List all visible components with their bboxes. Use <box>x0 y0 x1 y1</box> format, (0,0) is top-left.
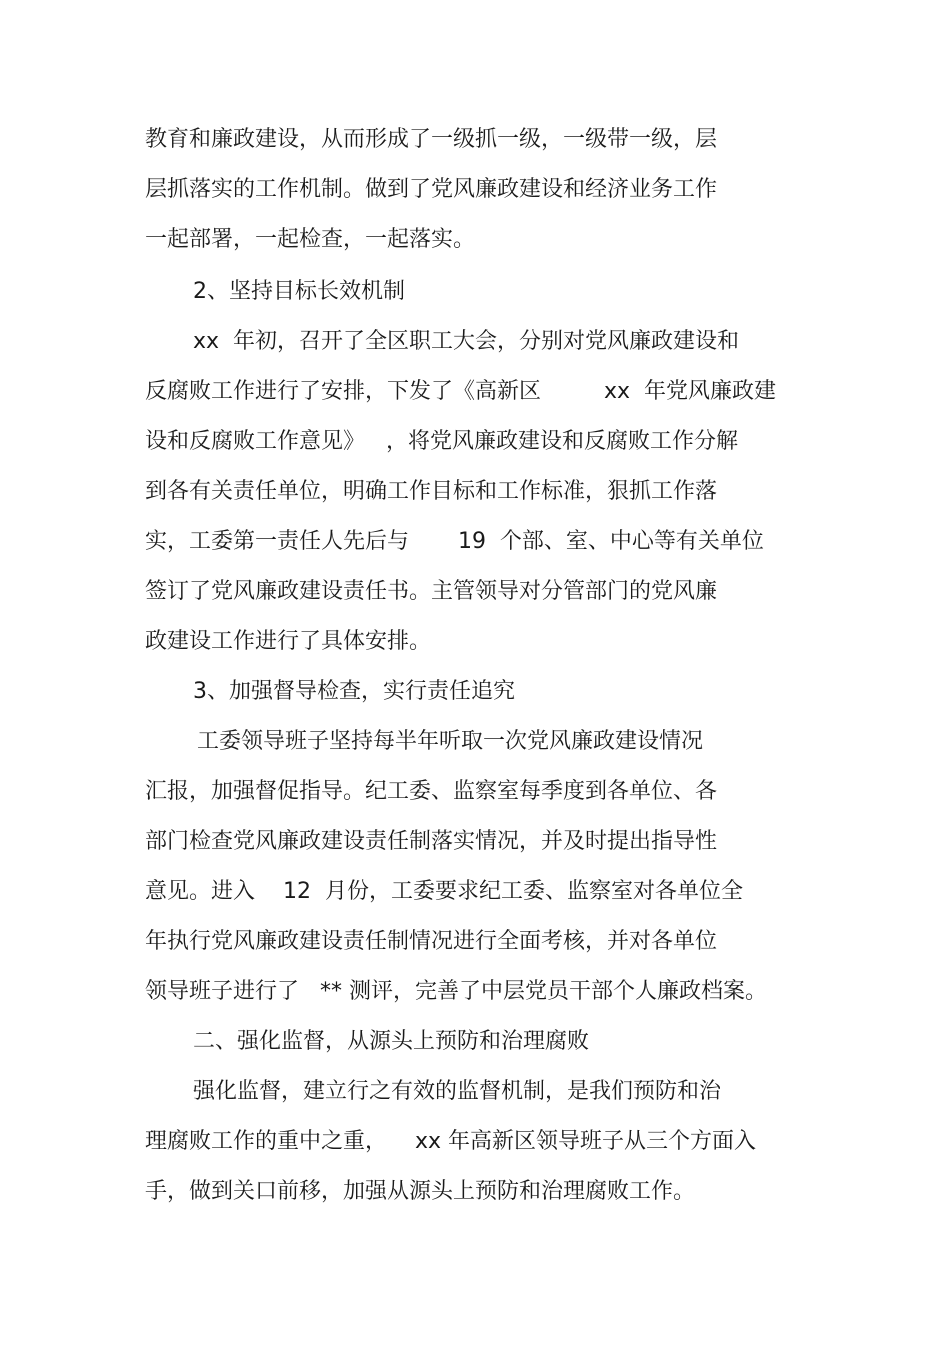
text-line: 理腐败工作的重中之重， xx 年高新区领导班子从三个方面入 <box>145 1129 757 1154</box>
section-heading: 3、加强督导检查，实行责任追究 <box>193 679 515 704</box>
text-line: 到各有关责任单位，明确工作目标和工作标准，狠抓工作落 <box>145 479 718 504</box>
text-line: 意见。进入 12 月份，工委要求纪工委、监察室对各单位全 <box>145 879 743 904</box>
text-line: 领导班子进行了 ** 测评，完善了中层党员干部个人廉政档案。 <box>145 979 767 1004</box>
text-line: 强化监督，建立行之有效的监督机制，是我们预防和治 <box>193 1079 722 1104</box>
text-line: 实，工委第一责任人先后与 19 个部、室、中心等有关单位 <box>145 529 764 554</box>
text-line: 政建设工作进行了具体安排。 <box>145 629 432 654</box>
text-line: 年执行党风廉政建设责任制情况进行全面考核，并对各单位 <box>145 929 718 954</box>
text-line: 签订了党风廉政建设责任书。主管领导对分管部门的党风廉 <box>145 579 718 604</box>
section-heading: 2、坚持目标长效机制 <box>193 279 405 304</box>
text-line: 层抓落实的工作机制。做到了党风廉政建设和经济业务工作 <box>145 177 718 202</box>
text-line: 手，做到关口前移，加强从源头上预防和治理腐败工作。 <box>145 1179 696 1204</box>
text-line: 设和反腐败工作意见》 ，将党风廉政建设和反腐败工作分解 <box>145 429 738 454</box>
text-line: 汇报，加强督促指导。纪工委、监察室每季度到各单位、各 <box>145 779 718 804</box>
text-line: 反腐败工作进行了安排，下发了《高新区 xx 年党风廉政建 <box>145 379 776 404</box>
text-line: 工委领导班子坚持每半年听取一次党风廉政建设情况 <box>197 729 704 754</box>
text-line: 教育和廉政建设，从而形成了一级抓一级，一级带一级，层 <box>145 127 718 152</box>
text-line: 一起部署，一起检查，一起落实。 <box>145 227 476 252</box>
text-line: 部门检查党风廉政建设责任制落实情况，并及时提出指导性 <box>145 829 718 854</box>
text-line: xx 年初，召开了全区职工大会，分别对党风廉政建设和 <box>193 329 740 354</box>
section-heading: 二、强化监督，从源头上预防和治理腐败 <box>193 1029 590 1054</box>
